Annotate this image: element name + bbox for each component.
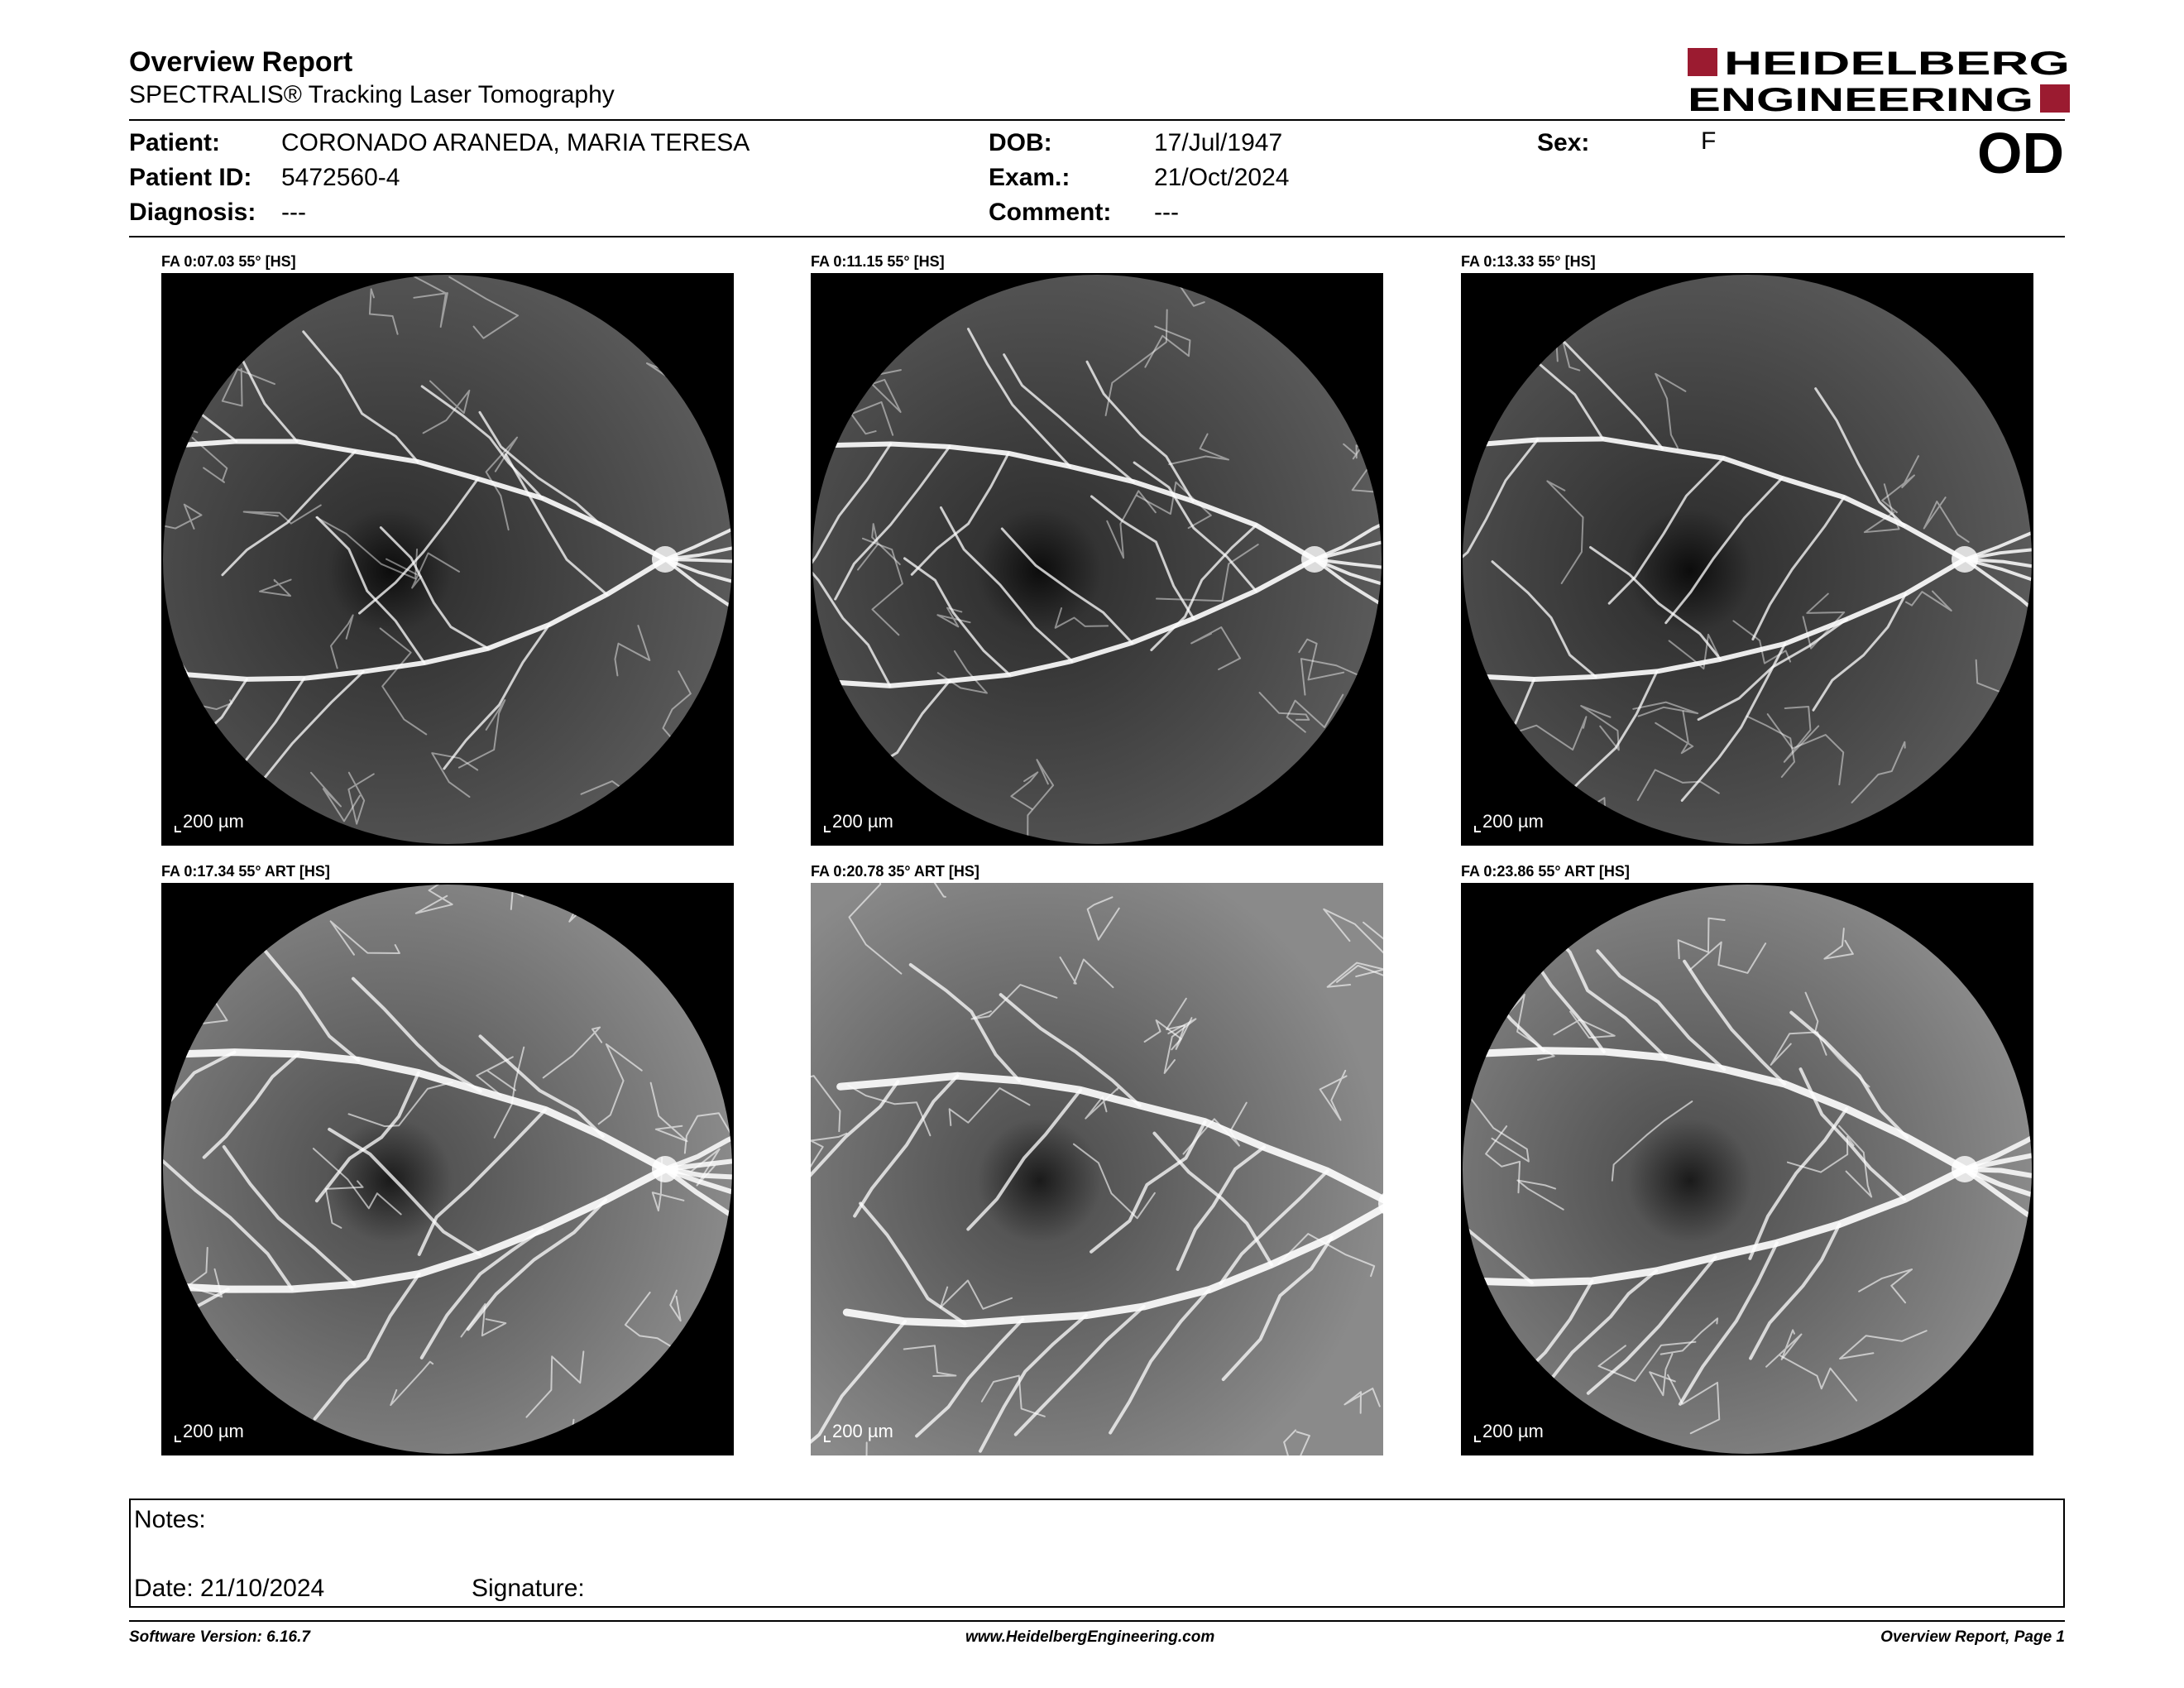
scale-bar-icon [175, 826, 181, 832]
scale-bar-icon [175, 1436, 181, 1442]
retinal-vessel [555, 273, 637, 283]
fundus-drawing [811, 883, 1383, 1455]
fundus-drawing [1461, 273, 2033, 846]
retinal-vessel [180, 938, 224, 977]
scale-bar-label: 200 µm [183, 1421, 244, 1441]
scale-bar [824, 1421, 893, 1442]
fundus-background [1461, 883, 2033, 1455]
notes-box[interactable] [129, 1499, 2065, 1608]
patient-id-label: Patient ID: [129, 164, 252, 191]
scale-bar-label: 200 µm [832, 811, 893, 832]
patient-label: Patient: [129, 129, 221, 156]
retinal-vessel [811, 682, 829, 823]
retinal-vessel [2029, 883, 2033, 912]
retinal-vessel [1985, 1363, 2033, 1412]
retinal-vessel [1944, 831, 1959, 846]
dob-label: DOB: [989, 129, 1052, 156]
retinal-vessel [697, 349, 731, 419]
logo-line2: ENGINEERING [1688, 82, 2033, 116]
retinal-vessel [571, 1420, 653, 1455]
fundus-background [811, 273, 1383, 846]
retinal-vessel [1320, 768, 1377, 804]
patient-value: CORONADO ARANEDA, MARIA TERESA [281, 129, 750, 156]
dob-value: 17/Jul/1947 [1154, 129, 1283, 156]
header-divider [129, 119, 2065, 121]
software-version: Software Version: 6.16.7 [129, 1628, 310, 1646]
scale-bar-icon [1474, 826, 1481, 832]
fundus-image-3 [1461, 273, 2033, 846]
scale-bar [824, 811, 893, 832]
scale-bar [175, 1421, 244, 1442]
optic-disc [652, 546, 678, 573]
exam-value: 21/Oct/2024 [1154, 164, 1290, 191]
scale-bar [1474, 1421, 1544, 1442]
fundus-drawing [161, 883, 734, 1455]
retinal-vessel [161, 959, 172, 1054]
sex-label: Sex: [1537, 129, 1590, 156]
fundus-drawing [1461, 883, 2033, 1455]
logo-red-square-top [1688, 48, 1717, 76]
patient-id-value: 5472560-4 [281, 164, 400, 191]
scale-bar-label: 200 µm [1482, 1421, 1544, 1441]
comment-value: --- [1154, 199, 1179, 226]
image-caption-3: FA 0:13.33 55° [HS] [1461, 253, 1596, 270]
optic-disc [1952, 546, 1978, 573]
sex-value: F [1701, 127, 1717, 155]
retinal-vessel [1550, 798, 1606, 835]
report-subtitle: SPECTRALIS® Tracking Laser Tomography [129, 81, 615, 108]
fundus-image-5 [811, 883, 1383, 1455]
comment-label: Comment: [989, 199, 1112, 226]
signature-label: Signature: [472, 1575, 585, 1602]
image-caption-2: FA 0:11.15 55° [HS] [811, 253, 945, 270]
optic-disc [1301, 546, 1328, 573]
image-caption-5: FA 0:20.78 35° ART [HS] [811, 863, 979, 880]
optic-disc [652, 1156, 678, 1182]
report-title: Overview Report [129, 46, 353, 78]
scale-bar-icon [824, 1436, 831, 1442]
retinal-vessel [1986, 1335, 2033, 1411]
page-label: Overview Report, Page 1 [1880, 1628, 2065, 1646]
retinal-vessel [569, 886, 606, 922]
fundus-drawing [811, 273, 1383, 846]
retinal-vessel [161, 305, 175, 446]
scale-bar-icon [824, 826, 831, 832]
exam-label: Exam.: [989, 164, 1070, 191]
website-link[interactable]: www.HeidelbergEngineering.com [965, 1628, 1215, 1646]
fundus-image-4 [161, 883, 734, 1455]
heidelberg-logo [1688, 46, 2071, 116]
image-caption-6: FA 0:23.86 55° ART [HS] [1461, 863, 1630, 880]
logo-line1: HEIDELBERG [1724, 46, 2070, 82]
scale-bar [1474, 811, 1544, 832]
retinal-vessel [1461, 405, 1489, 439]
retinal-vessel [811, 311, 832, 445]
fundus-drawing [161, 273, 734, 846]
date-label: Date: 21/10/2024 [134, 1575, 325, 1602]
fundus-background [161, 883, 734, 1455]
diagnosis-value: --- [281, 199, 306, 226]
info-divider [129, 236, 2065, 237]
fundus-background [1461, 273, 2033, 846]
scale-bar-label: 200 µm [832, 1421, 893, 1441]
notes-label: Notes: [134, 1506, 206, 1533]
eye-label: OD [1977, 121, 2064, 185]
scale-bar-label: 200 µm [183, 811, 244, 832]
retinal-vessel [161, 1287, 170, 1390]
image-caption-4: FA 0:17.34 55° ART [HS] [161, 863, 330, 880]
retinal-vessel [1461, 324, 1510, 375]
optic-disc [1952, 1156, 1978, 1182]
fundus-image-6 [1461, 883, 2033, 1455]
diagnosis-label: Diagnosis: [129, 199, 256, 226]
retinal-vessel [1461, 343, 1473, 444]
scale-bar-icon [1474, 1436, 1481, 1442]
logo-red-square-bottom [2040, 84, 2070, 113]
image-caption-1: FA 0:07.03 55° [HS] [161, 253, 296, 270]
fundus-image-1 [161, 273, 734, 846]
retinal-vessel [1891, 821, 1928, 840]
footer-divider [129, 1620, 2065, 1622]
retinal-vessel [622, 1388, 666, 1414]
scale-bar [175, 811, 244, 832]
fundus-image-2 [811, 273, 1383, 846]
scale-bar-label: 200 µm [1482, 811, 1544, 832]
